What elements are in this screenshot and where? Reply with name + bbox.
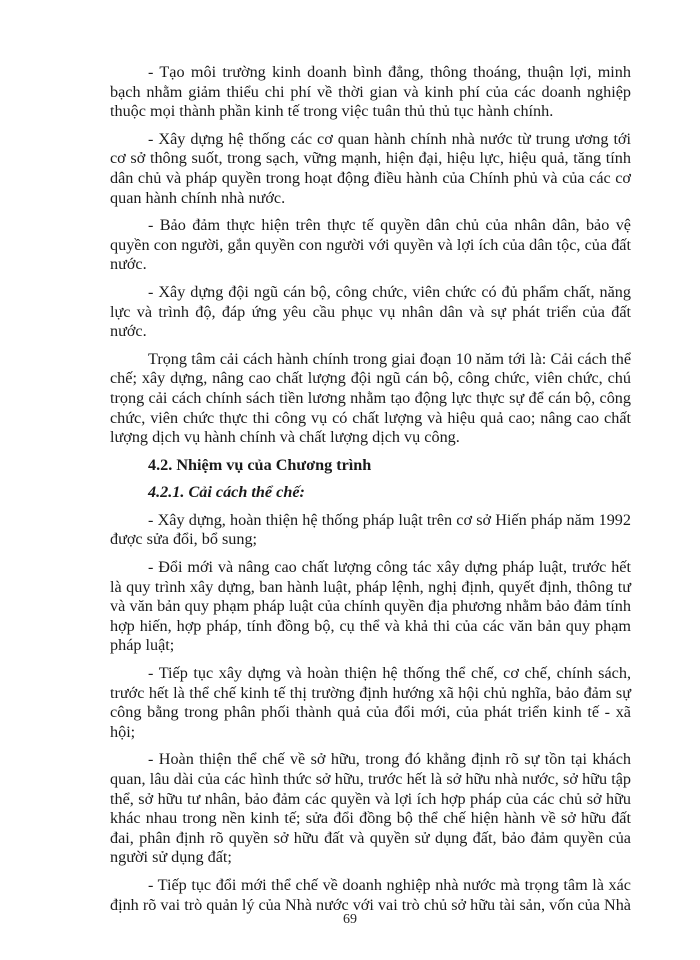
- paragraph-admin-system: - Xây dựng hệ thống các cơ quan hành chính nhà nước từ trung ương tới cơ sở thông suốt, trong sạch, vững mạnh, hiện đại, hiệu lực, hiệu quả, tăng tính dân chủ và pháp quyền trong hoạt động điều hành của Chính phủ và của các cơ quan hành chính nhà nước.: [110, 129, 631, 207]
- paragraph-legal-system: - Xây dựng, hoàn thiện hệ thống pháp luật trên cơ sở Hiến pháp năm 1992 được sửa đổi, bổ sung;: [110, 510, 631, 549]
- paragraph-democracy-rights: - Bảo đảm thực hiện trên thực tế quyền dân chủ của nhân dân, bảo vệ quyền con người, gắn quyền con người với quyền và lợi ích của dân tộc, của đất nước.: [110, 216, 631, 274]
- paragraph-state-enterprises: - Tiếp tục đổi mới thể chế về doanh nghiệp nhà nước mà trọng tâm là xác định rõ vai trò quản lý của Nhà nước với vai trò chủ sở hữu tài sản, vốn của Nhà: [110, 875, 631, 914]
- page-number: 69: [343, 912, 357, 927]
- paragraph-ownership: - Hoàn thiện thể chế về sở hữu, trong đó khẳng định rõ sự tồn tại khách quan, lâu dài của các hình thức sở hữu, trước hết là sở hữu nhà nước, sở hữu tập thể, sở hữu tư nhân, bảo đảm các quyền và lợi ích hợp pháp của các chủ sở hữu khác nhau trong nền kinh tế; sửa đổi đồng bộ thể chế hiện hành về sở hữu đất đai, phân định rõ quyền sở hữu đất và quyền sử dụng đất, bảo đảm quyền của người sử dụng đất;: [110, 750, 631, 867]
- document-page: [110, 63, 631, 923]
- paragraph-lawmaking: - Đổi mới và nâng cao chất lượng công tác xây dựng pháp luật, trước hết là quy trình xây dựng, ban hành luật, pháp lệnh, nghị định, quyết định, thông tư và văn bản quy phạm pháp luật của chính quyền địa phương nhằm bảo đảm tính hợp hiến, hợp pháp, tính đồng bộ, cụ thể và khả thi của các văn bản quy phạm pháp luật;: [110, 558, 631, 655]
- paragraph-institutions: - Tiếp tục xây dựng và hoàn thiện hệ thống thể chế, cơ chế, chính sách, trước hết là thể chế kinh tế thị trường định hướng xã hội chủ nghĩa, bảo đảm sự công bằng trong phân phối thành quả của đổi mới, của phát triển kinh tế - xã hội;: [110, 664, 631, 741]
- paragraph-business-environment: - Tạo môi trường kinh doanh bình đẳng, thông thoáng, thuận lợi, minh bạch nhằm giảm thiểu chi phí về thời gian và kinh phí của các doanh nghiệp thuộc mọi thành phần kinh tế trong việc tuân thủ thủ tục hành chính.: [110, 63, 631, 121]
- section-heading: 4.2. Nhiệm vụ của Chương trình: [148, 455, 372, 474]
- paragraph-reform-focus: Trọng tâm cải cách hành chính trong giai đoạn 10 năm tới là: Cải cách thể chế; xây dựng, nâng cao chất lượng đội ngũ cán bộ, công chức, viên chức, chú trọng cải cách chính sách tiền lương nhằm tạo động lực thực sự để cán bộ, công chức, viên chức thực thi công vụ có chất lượng và hiệu quả cao; nâng cao chất lượng dịch vụ hành chính và chất lượng dịch vụ công.: [110, 349, 631, 447]
- paragraph-civil-servants: - Xây dựng đội ngũ cán bộ, công chức, viên chức có đủ phẩm chất, năng lực và trình độ, đáp ứng yêu cầu phục vụ nhân dân và sự phát triển của đất nước.: [110, 282, 631, 341]
- subsection-heading: 4.2.1. Cải cách thể chế:: [148, 483, 305, 502]
